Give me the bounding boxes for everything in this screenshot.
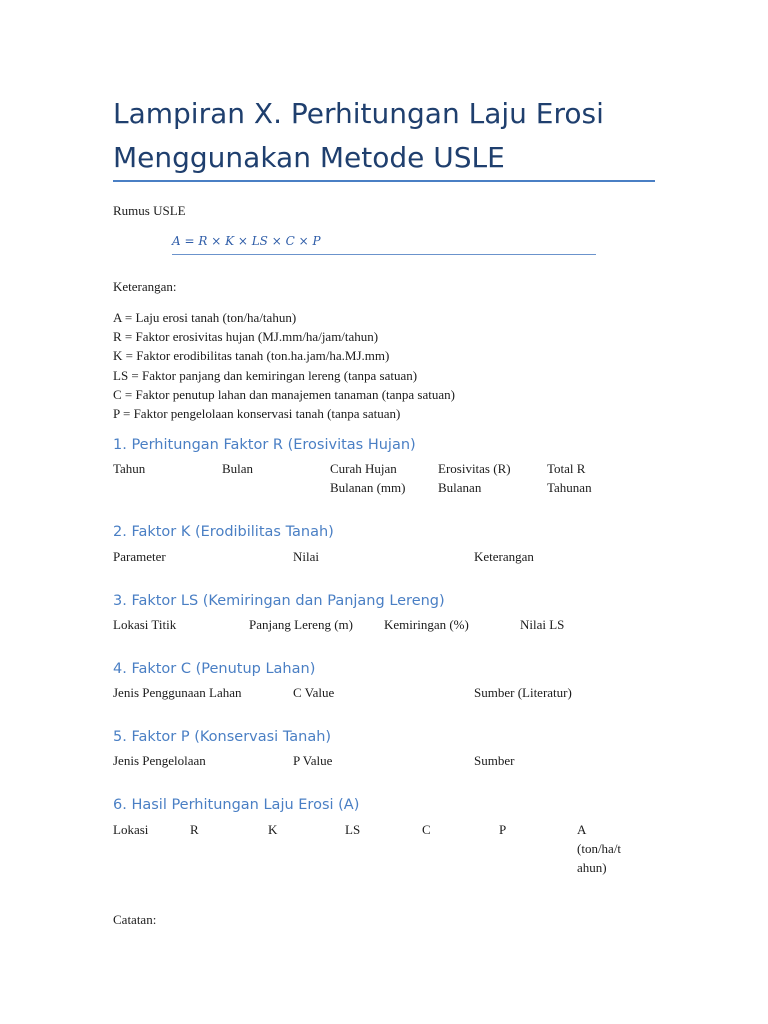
column-header: A (ton/ha/t ahun)	[577, 822, 622, 875]
column-header: Keterangan	[474, 549, 534, 564]
column-header: Tahun	[113, 461, 146, 476]
column-header: P	[499, 822, 507, 837]
definition-r: R = Faktor erosivitas hujan (MJ.mm/ha/jam/tahun)	[113, 329, 379, 345]
column-header: Jenis Pengelolaan	[113, 753, 206, 768]
column-header: R	[190, 822, 199, 837]
column-header: Kemiringan (%)	[384, 617, 469, 632]
definition-a: A = Laju erosi tanah (ton/ha/tahun)	[113, 310, 297, 325]
definition-k: K = Faktor erodibilitas tanah (ton.ha.jam/ha.MJ.mm)	[113, 348, 390, 364]
section-heading-k: 2. Faktor K (Erodibilitas Tanah)	[113, 524, 334, 540]
column-header: Bulan	[222, 461, 254, 476]
section-heading-c: 4. Faktor C (Penutup Lahan)	[113, 661, 316, 677]
column-header: C	[422, 822, 431, 837]
definition-c: C = Faktor penutup lahan dan manajemen tanaman (tanpa satuan)	[113, 386, 455, 402]
rumus-label: Rumus USLE	[113, 203, 186, 218]
section-heading-r: 1. Perhitungan Faktor R (Erosivitas Hujan)	[113, 437, 416, 453]
column-header: Panjang Lereng (m)	[249, 617, 353, 632]
definition-p: P = Faktor pengelolaan konservasi tanah (tanpa satuan)	[113, 406, 401, 422]
column-header: P Value	[293, 753, 333, 768]
section-heading-a: 6. Hasil Perhitungan Laju Erosi (A)	[113, 797, 360, 813]
column-header: Sumber (Literatur)	[474, 685, 572, 700]
definition-ls: LS = Faktor panjang dan kemiringan lereng (tanpa satuan)	[113, 367, 418, 383]
column-header: Lokasi Titik	[113, 617, 177, 632]
usle-formula: A = R × K × LS × C × P	[172, 234, 321, 248]
column-header: Curah Hujan Bulanan (mm)	[330, 461, 406, 495]
column-header: Nilai LS	[520, 617, 565, 632]
section-heading-ls: 3. Faktor LS (Kemiringan dan Panjang Lereng)	[113, 593, 445, 609]
column-header: Sumber	[474, 753, 515, 768]
title-underline	[113, 180, 655, 182]
formula-underline	[172, 254, 596, 255]
definitions-list	[113, 308, 455, 423]
column-header: Lokasi	[113, 822, 149, 837]
column-header: Jenis Penggunaan Lahan	[113, 685, 242, 700]
column-header: K	[268, 822, 278, 837]
column-header: Total R Tahunan	[547, 461, 592, 495]
column-header: Nilai	[293, 549, 319, 564]
column-header: Parameter	[113, 549, 166, 564]
column-header: C Value	[293, 685, 335, 700]
keterangan-label: Keterangan:	[113, 279, 177, 294]
page-title: Lampiran X. Perhitungan Laju Erosi Menggunakan Metode USLE	[113, 97, 604, 174]
column-header: LS	[345, 822, 361, 837]
column-header: Erosivitas (R) Bulanan	[438, 461, 511, 495]
catatan-label: Catatan:	[113, 912, 157, 927]
section-heading-p: 5. Faktor P (Konservasi Tanah)	[113, 729, 332, 745]
